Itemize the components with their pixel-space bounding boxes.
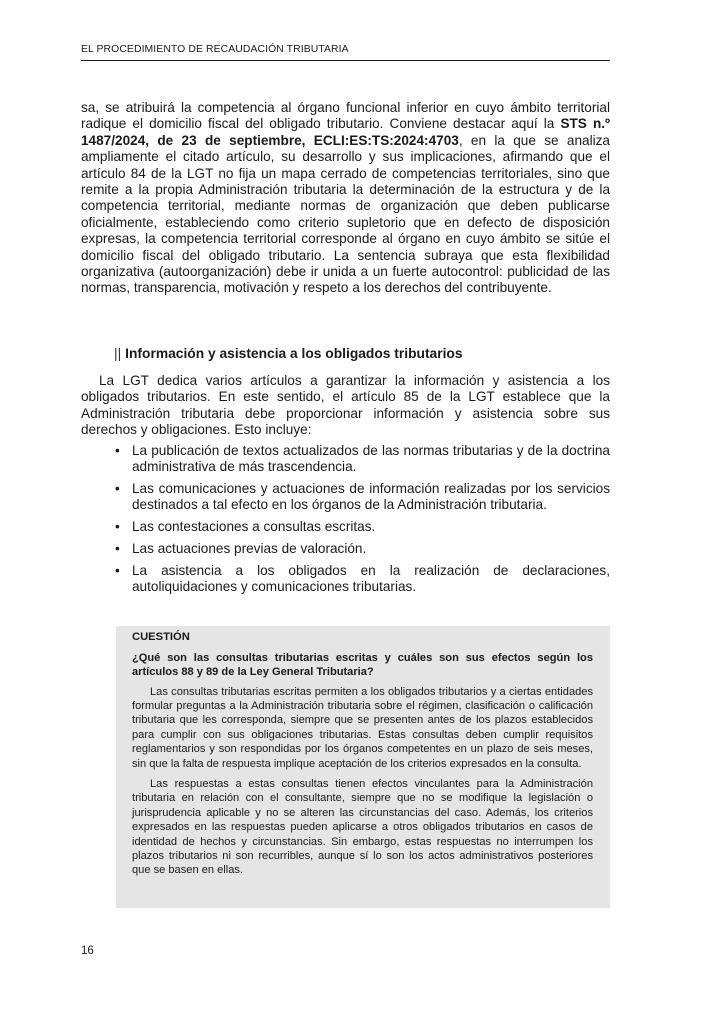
question-box-label: CUESTIÓN xyxy=(132,631,190,643)
section-marker: || xyxy=(114,346,122,361)
bullet-icon: • xyxy=(115,519,120,535)
question-text: ¿Qué son las consultas tributarias escritas y cuáles son sus efectos según los artículos 88 y 89 de la Ley General Tributaria? xyxy=(132,652,593,679)
bullet-list xyxy=(115,443,610,601)
bullet-icon: • xyxy=(115,540,120,556)
case-citation: STS n.º 1487/2024, de 23 de septiembre, ECLI:ES:TS:2024:4703 xyxy=(81,116,610,148)
intro-paragraph xyxy=(81,100,610,297)
bullet-icon: • xyxy=(115,443,120,458)
list-item xyxy=(115,541,610,557)
intro-text-before: sa, se atribuirá la competencia al órgano funcional inferior en cuyo ámbito territorial radique el domicilio fiscal del obligado tributario. Conviene destacar aquí la xyxy=(81,100,610,132)
bullet-icon: • xyxy=(115,562,120,578)
section-paragraph: La LGT dedica varios artículos a garantizar la información y asistencia a los obligados tributarios. En este sentido, el artículo 85 de la LGT establece que la Administración tributaria debe proporcionar información y asistencia sobre sus derechos y obligaciones. Esto incluye: xyxy=(81,373,610,438)
running-header: EL PROCEDIMIENTO DE RECAUDACIÓN TRIBUTARIA xyxy=(81,44,610,61)
answer-paragraph: Las consultas tributarias escritas permiten a los obligados tributarios y a ciertas entidades formular preguntas a la Administración tributaria sobre el régimen, clasificación o calificación tributaria que les corresponda, siempre que se presenten antes de los plazos establecidos para cumplir con sus obligaciones tributarias. Estas consultas deben cumplir requisitos reglamentarios y son respondidas por los órganos competentes en un plazo de seis meses, sin que la falta de respuesta implique aceptación de los criterios expresados en la consulta. xyxy=(132,685,593,770)
intro-text-after: , en la que se analiza ampliamente el citado artículo, su desarrollo y sus implicaciones, afirmando que el artículo 84 de la LGT no fija un mapa cerrado de competencias territoriales, sino que remite a la propia Administración tributaria la determinación de la estructura y de la competencia territorial, mediante normas de organización que deben publicarse oficialmente, estableciendo como criterio supletorio que en defecto de disposición expresas, la competencia territorial corresponde al órgano en cuyo ámbito se sitúe el domicilio fiscal del obligado tributario. La sentencia subraya que esta flexibilidad organizativa (autoorganización) debe ir unida a un fuerte autocontrol: publicidad de las normas, transparencia, motivación y respeto a los derechos del contribuyente. xyxy=(81,132,610,296)
list-item-text: Las actuaciones previas de valoración. xyxy=(132,540,367,556)
section-heading-text: Información y asistencia a los obligados tributarios xyxy=(125,346,463,361)
list-item xyxy=(115,443,610,476)
answer-paragraph: Las respuestas a estas consultas tienen efectos vinculantes para la Administración tributaria en relación con el consultante, siempre que no se modifique la legislación o jurisprudencia aplicable y no se alteren las circunstancias del caso. Además, los criterios expresados en las respuestas pueden aplicarse a otros obligados tributarios en casos de identidad de hechos y circunstancias. Sin embargo, estas respuestas no interrumpen los plazos tributarios ni son recurribles, aunque sí lo son los actos administrativos posteriores que se basen en ellas. xyxy=(132,778,593,877)
section-heading xyxy=(114,346,463,361)
list-item xyxy=(115,563,610,596)
list-item xyxy=(115,481,610,514)
question-box xyxy=(116,626,610,908)
list-item-text: La publicación de textos actualizados de las normas tributarias y de la doctrina administrativa de más trascendencia. xyxy=(132,443,610,475)
page-number: 16 xyxy=(81,945,94,957)
bullet-icon: • xyxy=(115,481,120,497)
list-item-text: Las comunicaciones y actuaciones de información realizadas por los servicios destinados a tal efecto en los órganos de la Administración tributaria. xyxy=(132,481,610,513)
list-item-text: Las contestaciones a consultas escritas. xyxy=(132,519,376,535)
list-item-text: La asistencia a los obligados en la realización de declaraciones, autoliquidaciones y comunicaciones tributarias. xyxy=(132,562,610,595)
list-item xyxy=(115,519,610,535)
